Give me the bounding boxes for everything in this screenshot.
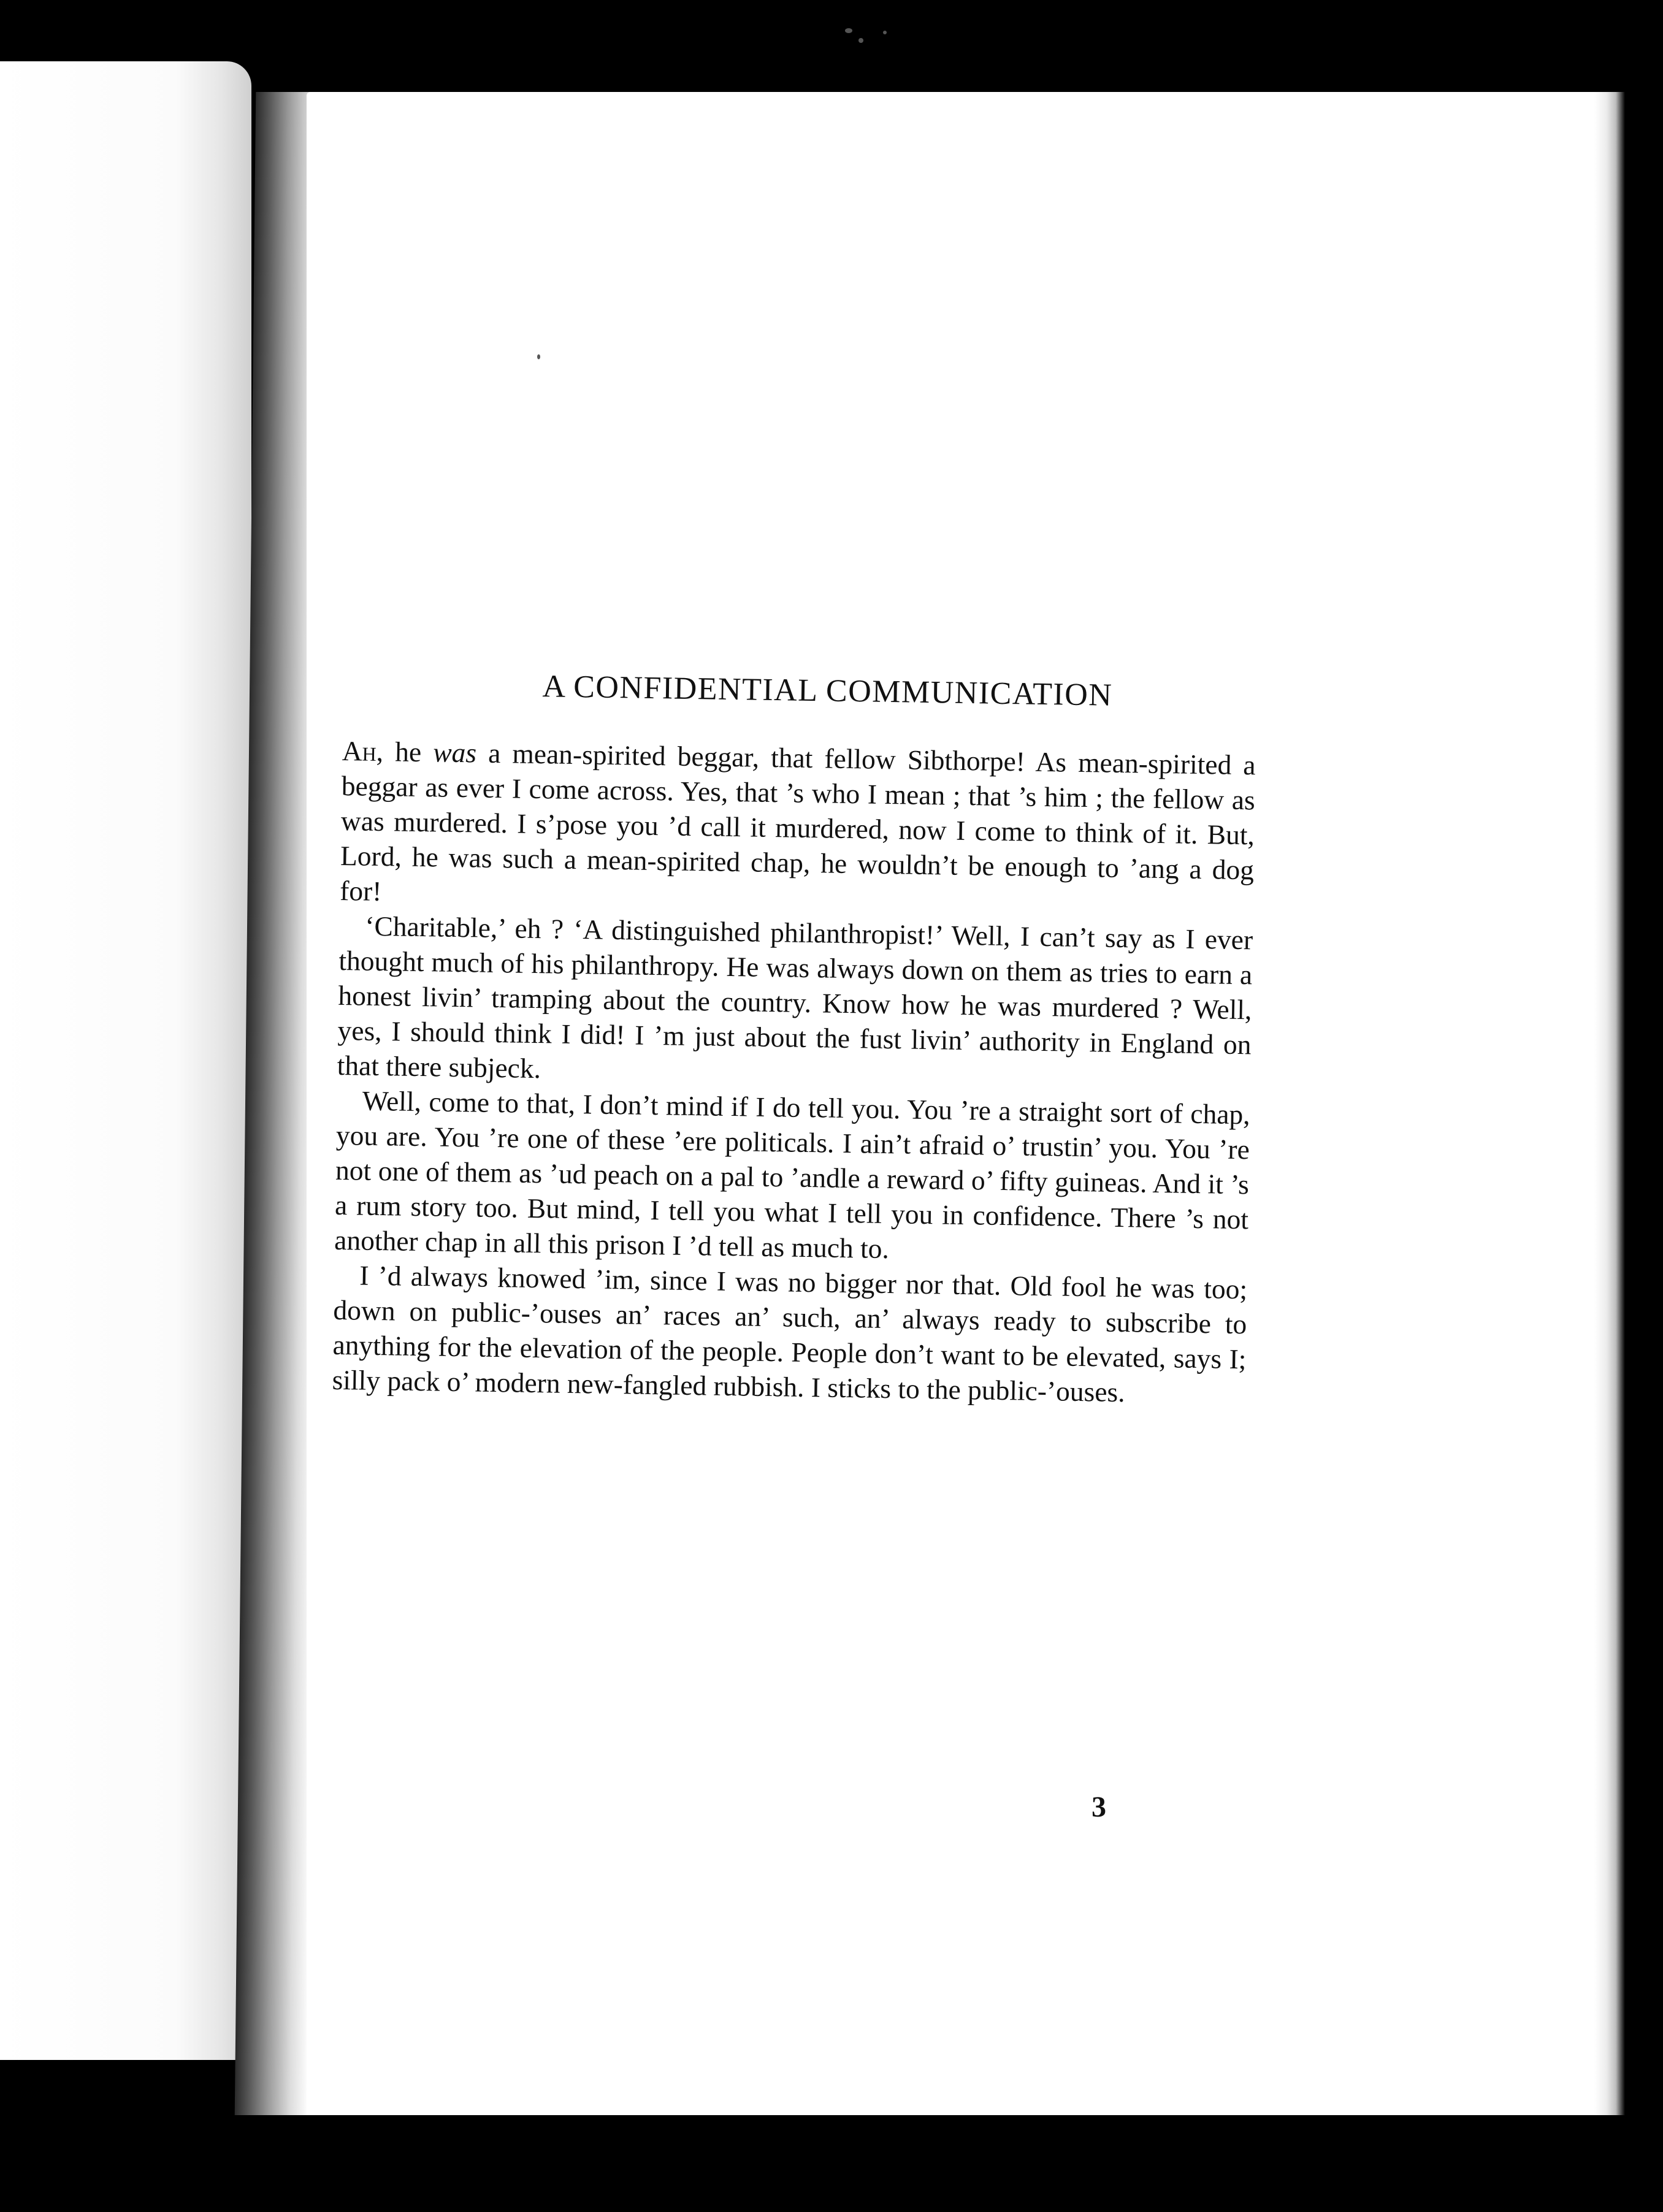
page-number: 3	[1091, 1791, 1106, 1823]
paragraph-1-text: a mean-spirited beggar, that fellow Sibthorpe! As mean-spirited a beggar as ever I come across. Yes, that ’s who I mean ; that ’s him ; the fellow as was murdered. I s’pose you ’d call it murdered, now I come to think of it. But, Lord, he was such a mean-spirited chap, he wouldn’t be enough to ’ang a dog for!	[339, 737, 1256, 907]
story-title: A CONFIDENTIAL COMMUNICATION	[542, 669, 1113, 713]
paragraph-1-lead: , he	[376, 735, 434, 768]
opening-word: Ah	[342, 734, 377, 767]
paragraph-1	[340, 733, 1256, 922]
story-text	[332, 665, 1257, 1411]
page-fore-edge	[1594, 92, 1625, 2115]
paragraph-4: I ’d always knowed ’im, since I was no bigger nor that. Old fool he was too; down on public-’ouses an’ races an’ such, an’ always ready to subscribe to anything for the elevation of the people. People don’t want to be elevated, says I; silly pack o’ modern new-fangled rubbish. I sticks to the public-’ouses.	[332, 1259, 1248, 1408]
scan-speck	[858, 38, 863, 43]
paragraph-3: Well, come to that, I don’t mind if I do tell you. You ’re a straight sort of chap, you are. You ’re one of these ’ere politicals. I ain’t afraid o’ trustin’ you. You ’re not one of them as ’ud peach on a pal to ’andle a reward o’ fifty guineas. And it ’s a rum story too. But mind, I tell you what I tell you in confidence. There ’s not another chap in all this prison I ’d tell as much to.	[334, 1085, 1251, 1265]
scan-speck	[845, 28, 852, 33]
scan-speck	[537, 354, 540, 359]
emphasized-word: was	[432, 736, 477, 769]
facing-page-edge	[0, 61, 251, 2060]
scan-speck	[883, 31, 887, 34]
paragraph-2: ‘Charitable,’ eh ? ‘A distinguished philanthropist!’ Well, I can’t say as I ever thought much of his philanthropy. He was always down on them as tries to earn a honest livin’ tramping about the country. Know how he was murdered ? Well, yes, I should think I did! I ’m just about the fust livin’ authority in England on that there subjeck.	[337, 910, 1253, 1085]
